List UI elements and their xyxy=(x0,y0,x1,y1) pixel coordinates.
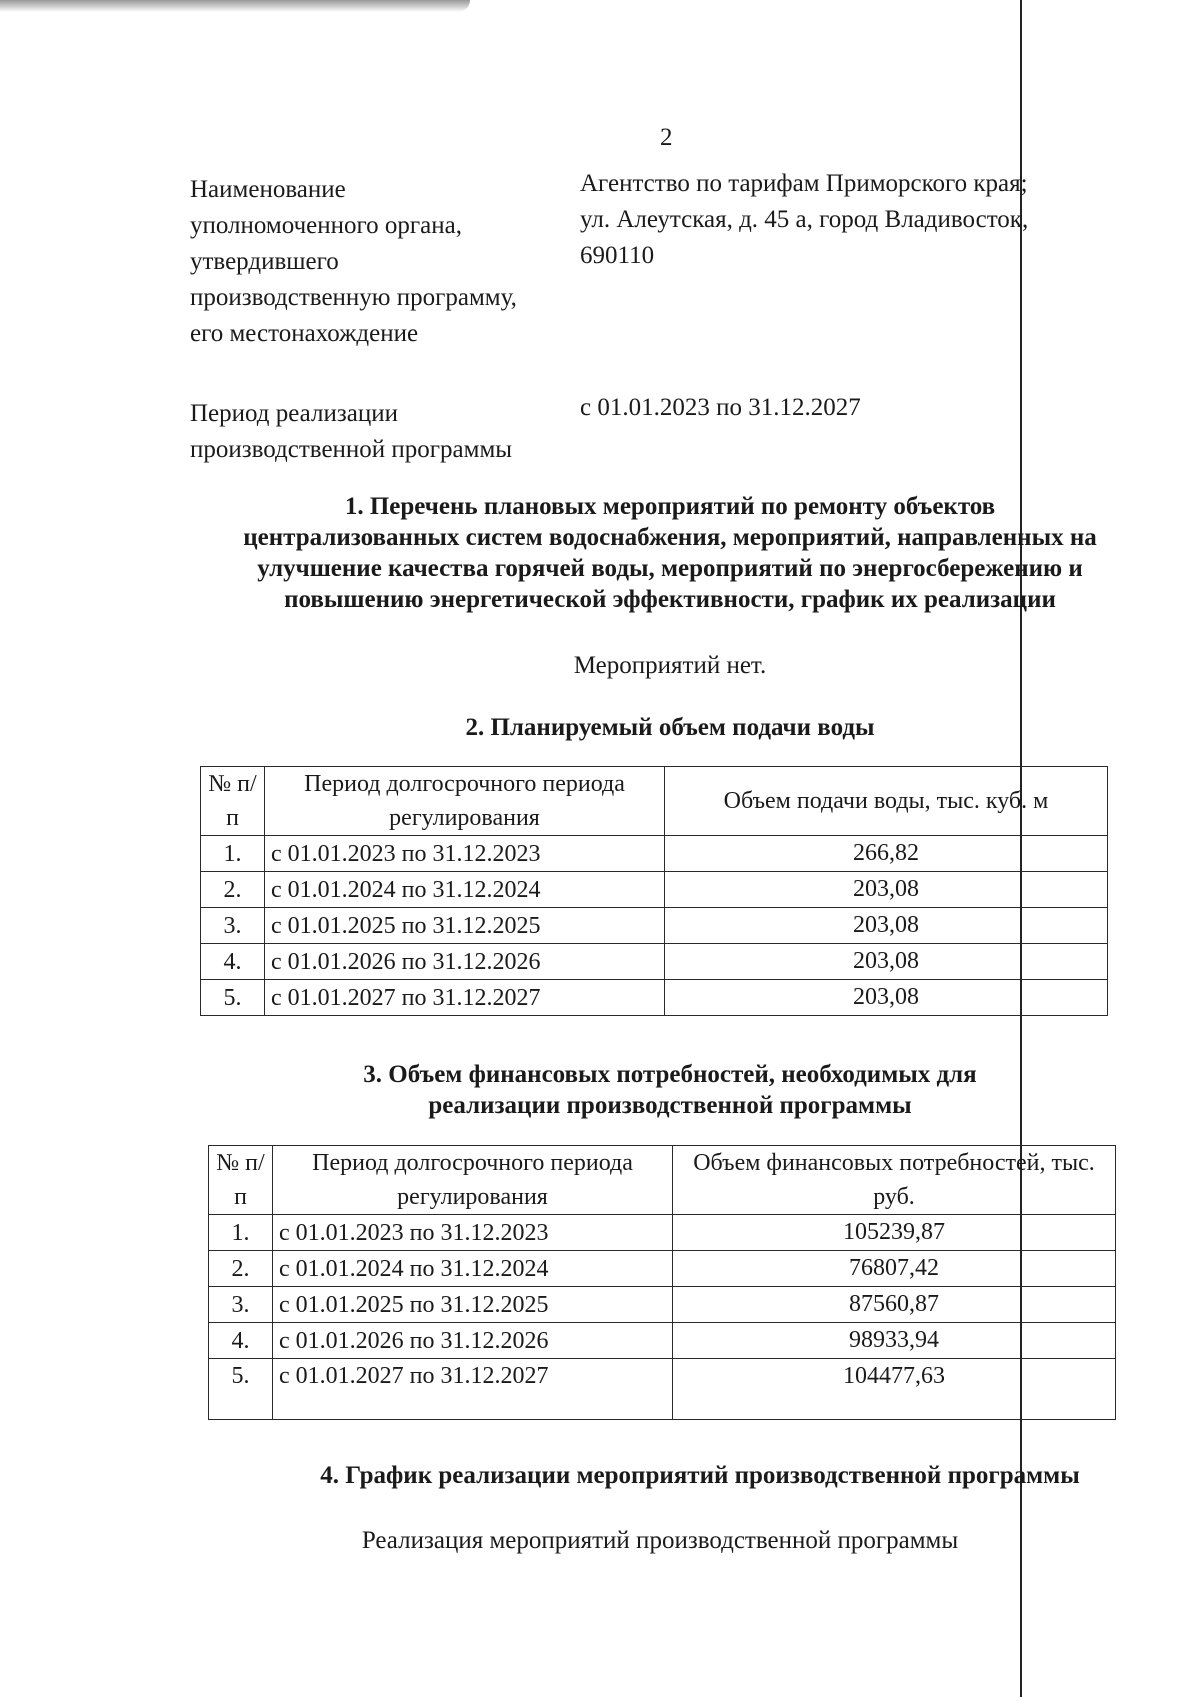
section1-title-line: улучшение качества горячей воды, мероприятий по энергосбережению и xyxy=(257,555,1083,582)
authority-label-line: уполномоченного органа, xyxy=(190,212,462,239)
section1-title-line: повышению энергетической эффективности, график их реализации xyxy=(284,586,1056,613)
period-label-line: производственной программы xyxy=(190,436,513,463)
table-header-row xyxy=(201,767,1108,836)
authority-row xyxy=(190,172,1090,352)
section1-note: Мероприятий нет. xyxy=(573,652,767,679)
row-financial: 87560,87 xyxy=(673,1287,1116,1323)
section1-title-line: 1. Перечень плановых мероприятий по ремонту объектов xyxy=(344,493,996,520)
table-row xyxy=(201,872,1108,908)
table-row xyxy=(209,1251,1116,1287)
header-financial: Объем финансовых потребностей, тыс. руб. xyxy=(673,1146,1116,1215)
row-number: 1. xyxy=(209,1215,273,1251)
authority-label-line: его местонахождение xyxy=(190,320,419,347)
period-value: с 01.01.2023 по 31.12.2027 xyxy=(580,394,861,421)
scan-streak xyxy=(0,0,470,12)
table-row xyxy=(209,1287,1116,1323)
section4-note: Реализация мероприятий производственной программы xyxy=(361,1527,959,1554)
row-period: с 01.01.2026 по 31.12.2026 xyxy=(273,1323,673,1359)
header-volume: Объем подачи воды, тыс. куб. м xyxy=(665,767,1108,836)
section4-title: 4. График реализации мероприятий производственной программы xyxy=(320,1462,1080,1489)
row-volume: 203,08 xyxy=(665,872,1108,908)
row-number: 4. xyxy=(201,944,265,980)
table-header-row xyxy=(209,1146,1116,1215)
row-period: с 01.01.2026 по 31.12.2026 xyxy=(265,944,665,980)
authority-label-line: утвердившего xyxy=(190,248,339,275)
section1-title xyxy=(190,491,1150,615)
program-info xyxy=(190,172,1090,468)
row-period: с 01.01.2024 по 31.12.2024 xyxy=(265,872,665,908)
section1-title-line: централизованных систем водоснабжения, мероприятий, направленных на xyxy=(243,524,1097,551)
authority-value-line: Агентство по тарифам Приморского края; xyxy=(580,170,1028,197)
row-number: 1. xyxy=(201,836,265,872)
row-number: 4. xyxy=(209,1323,273,1359)
row-number: 5. xyxy=(209,1359,273,1420)
row-financial: 105239,87 xyxy=(673,1215,1116,1251)
row-period: с 01.01.2024 по 31.12.2024 xyxy=(273,1251,673,1287)
period-row xyxy=(190,396,1090,468)
section3-title-line: 3. Объем финансовых потребностей, необходимых для xyxy=(363,1061,977,1088)
header-number: № п/п xyxy=(201,767,265,836)
row-period: с 01.01.2025 по 31.12.2025 xyxy=(265,908,665,944)
row-period: с 01.01.2023 по 31.12.2023 xyxy=(265,836,665,872)
row-period: с 01.01.2025 по 31.12.2025 xyxy=(273,1287,673,1323)
row-volume: 203,08 xyxy=(665,908,1108,944)
section2-title: 2. Планируемый объем подачи воды xyxy=(465,714,875,741)
row-financial: 76807,42 xyxy=(673,1251,1116,1287)
row-financial: 104477,63 xyxy=(673,1359,1116,1420)
row-volume: 203,08 xyxy=(665,944,1108,980)
section3-title xyxy=(190,1059,1150,1121)
row-period: с 01.01.2027 по 31.12.2027 xyxy=(265,980,665,1016)
financial-needs-table xyxy=(208,1145,1116,1420)
period-label xyxy=(190,396,580,468)
table-row xyxy=(201,980,1108,1016)
authority-label xyxy=(190,172,580,352)
row-number: 5. xyxy=(201,980,265,1016)
authority-label-line: производственную программу, xyxy=(190,284,517,311)
row-number: 3. xyxy=(209,1287,273,1323)
table-row xyxy=(201,908,1108,944)
row-volume: 266,82 xyxy=(665,836,1108,872)
row-period: с 01.01.2027 по 31.12.2027 xyxy=(273,1359,673,1420)
header-period: Период долгосрочного периода регулирования xyxy=(265,767,665,836)
authority-value xyxy=(580,166,1080,352)
row-number: 2. xyxy=(201,872,265,908)
row-period: с 01.01.2023 по 31.12.2023 xyxy=(273,1215,673,1251)
authority-value-line: ул. Алеутская, д. 45 а, город Владивосток, xyxy=(580,206,1029,233)
water-volume-table xyxy=(200,766,1108,1016)
page-number: 2 xyxy=(660,124,673,151)
row-number: 3. xyxy=(201,908,265,944)
table-row xyxy=(201,944,1108,980)
row-volume: 203,08 xyxy=(665,980,1108,1016)
header-number: № п/п xyxy=(209,1146,273,1215)
row-financial: 98933,94 xyxy=(673,1323,1116,1359)
period-label-line: Период реализации xyxy=(190,400,398,427)
authority-value-line: 690110 xyxy=(580,242,655,269)
header-period: Период долгосрочного периода регулирования xyxy=(273,1146,673,1215)
table-row xyxy=(209,1323,1116,1359)
section3-title-line: реализации производственной программы xyxy=(428,1092,912,1119)
authority-label-line: Наименование xyxy=(190,176,346,203)
table-row xyxy=(201,836,1108,872)
table-row xyxy=(209,1359,1116,1420)
row-number: 2. xyxy=(209,1251,273,1287)
table-row xyxy=(209,1215,1116,1251)
